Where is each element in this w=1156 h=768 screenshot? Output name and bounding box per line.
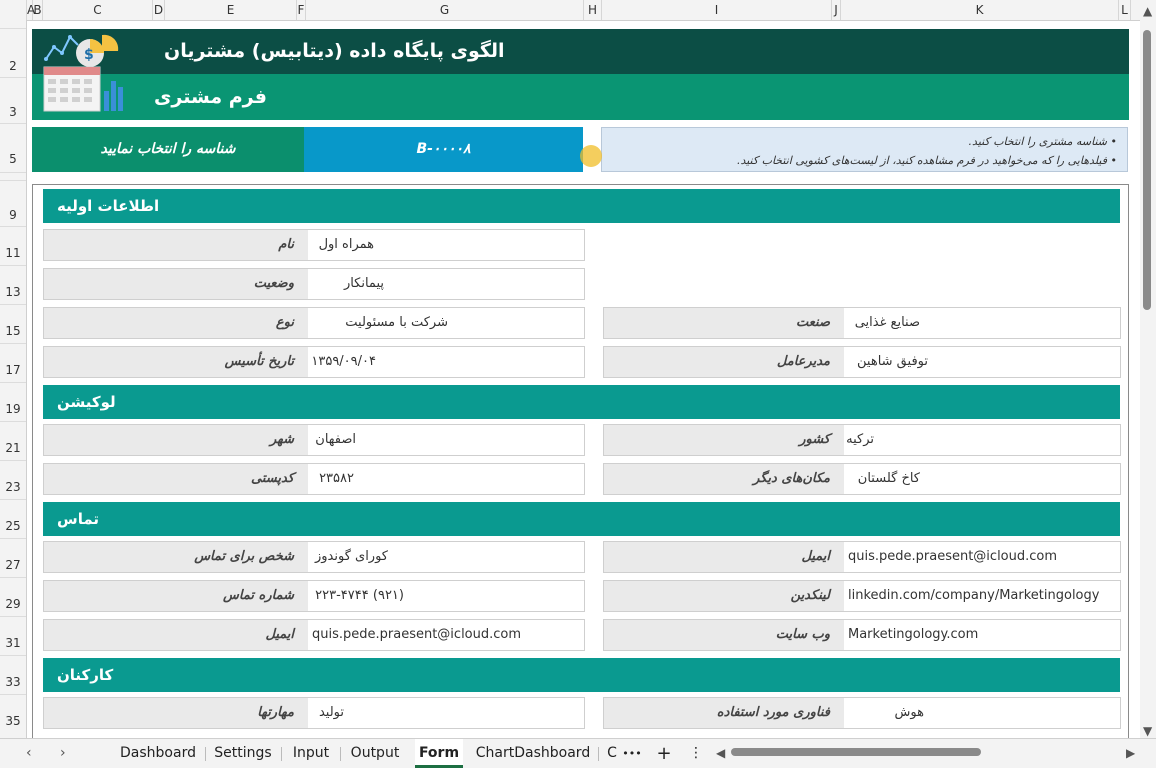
tab-settings[interactable]: Settings	[214, 745, 272, 761]
page-subtitle: فرم مشتری	[154, 86, 267, 108]
field-value[interactable]: پیمانکار	[343, 276, 384, 291]
tab-next-icon[interactable]: ›	[60, 745, 66, 761]
field-value[interactable]: (۹۲۱) ۲۲۳-۴۷۴۴	[315, 588, 404, 603]
section-title: لوکیشن	[57, 393, 116, 411]
field-label: مهارتها	[44, 698, 308, 728]
row-header[interactable]: 29	[5, 597, 21, 611]
field-value[interactable]: کورای گوندوز	[314, 549, 388, 564]
section-basic-info	[43, 189, 1120, 223]
field-label: ایمیل	[604, 542, 844, 572]
customer-id-dropdown[interactable]: B-۰۰۰۰۸	[304, 127, 583, 172]
col-header-k[interactable]: K	[841, 0, 1119, 20]
row-header[interactable]: 11	[5, 246, 21, 260]
hint-text: شناسه مشتری را انتخاب کنید.	[968, 135, 1107, 148]
page-title: الگوی پایگاه داده (دیتابیس) مشتریان	[164, 40, 505, 62]
field-label: فناوری مورد استفاده	[604, 698, 844, 728]
col-header-f[interactable]: F	[297, 0, 306, 20]
section-title: کارکنان	[57, 666, 114, 684]
row-header[interactable]: 9	[9, 208, 17, 222]
field-value[interactable]: کاخ گلستان	[857, 471, 920, 486]
hint-text: فیلدهایی را که می‌خواهید در فرم مشاهده کنید، از لیست‌های کشویی انتخاب کنید.	[736, 154, 1107, 167]
row-header[interactable]: 13	[5, 285, 21, 299]
field-value[interactable]: quis.pede.praesent@icloud.com	[312, 627, 522, 642]
field-label: ایمیل	[44, 620, 308, 650]
field-country	[603, 424, 1121, 456]
field-founded	[43, 346, 585, 378]
field-value[interactable]: هوش	[894, 705, 924, 720]
section-location	[43, 385, 1120, 419]
tab-dashboard[interactable]: Dashboard	[120, 745, 196, 761]
field-phone	[43, 580, 585, 612]
col-header-e[interactable]: E	[165, 0, 297, 20]
row-header[interactable]: 19	[5, 402, 21, 416]
col-header-j[interactable]: J	[832, 0, 841, 20]
field-value[interactable]: ترکیه	[846, 432, 874, 447]
row-header[interactable]: 2	[9, 59, 17, 73]
tab-input[interactable]: Input	[292, 745, 330, 761]
add-sheet-icon[interactable]: +	[656, 743, 672, 764]
field-value[interactable]: Marketingology.com	[848, 627, 979, 642]
field-value[interactable]: شرکت با مسئولیت	[345, 315, 448, 330]
customer-form	[32, 184, 1129, 754]
field-technology	[603, 697, 1121, 729]
field-skills	[43, 697, 585, 729]
col-header-b[interactable]: B	[33, 0, 43, 20]
field-postal	[43, 463, 585, 495]
field-label: لینکدین	[604, 581, 844, 611]
field-status	[43, 268, 585, 300]
tab-truncated[interactable]: C	[607, 745, 617, 761]
col-header-i[interactable]: I	[602, 0, 832, 20]
field-city	[43, 424, 585, 456]
field-label: وضعیت	[44, 269, 308, 299]
field-website	[603, 619, 1121, 651]
field-value[interactable]: ۲۳۵۸۲	[319, 471, 354, 486]
field-value[interactable]: صنایع غذایی	[854, 315, 920, 330]
field-label: کشور	[604, 425, 844, 455]
field-label: مکان‌های دیگر	[604, 464, 844, 494]
tab-menu-icon[interactable]: ⋮	[689, 745, 703, 761]
scroll-up-icon[interactable]: ▲	[1143, 4, 1153, 18]
field-value[interactable]: همراه اول	[318, 237, 374, 252]
field-email-left	[43, 619, 585, 651]
row-header[interactable]: 15	[5, 324, 21, 338]
sheet-tab-bar	[0, 738, 1156, 768]
instructions-box	[601, 127, 1128, 172]
tab-chartdashboard[interactable]: ChartDashboard	[475, 745, 591, 761]
field-label: نوع	[44, 308, 308, 338]
field-linkedin	[603, 580, 1121, 612]
row-header[interactable]: 35	[5, 714, 21, 728]
row-header[interactable]: 31	[5, 636, 21, 650]
row-header[interactable]: 25	[5, 519, 21, 533]
field-label: شماره تماس	[44, 581, 308, 611]
section-title: اطلاعات اولیه	[57, 197, 160, 215]
field-label: شهر	[44, 425, 308, 455]
col-header-l[interactable]: L	[1119, 0, 1131, 20]
database-logo-icon	[40, 31, 130, 119]
row-header-bar	[0, 20, 27, 738]
field-ceo	[603, 346, 1121, 378]
field-label: مدیرعامل	[604, 347, 844, 377]
field-value[interactable]: اصفهان	[315, 432, 356, 447]
hint-line: • شناسه مشتری را انتخاب کنید.	[968, 135, 1117, 148]
scroll-down-icon[interactable]: ▼	[1143, 724, 1153, 738]
select-all-corner[interactable]	[0, 0, 27, 20]
field-value[interactable]: quis.pede.praesent@icloud.com	[848, 549, 1058, 564]
tab-form[interactable]: Form	[415, 739, 463, 768]
field-label: وب سایت	[604, 620, 844, 650]
field-label: کدپستی	[44, 464, 308, 494]
field-label: شخص برای تماس	[44, 542, 308, 572]
field-label: نام	[44, 230, 308, 260]
col-header-c[interactable]: C	[43, 0, 153, 20]
horizontal-scroll-thumb[interactable]	[731, 748, 981, 756]
field-name	[43, 229, 585, 261]
hscroll-left-icon[interactable]: ◀	[716, 746, 726, 760]
field-email-right	[603, 541, 1121, 573]
more-tabs-icon[interactable]: •••	[622, 747, 642, 760]
vertical-scroll-thumb[interactable]	[1143, 30, 1151, 310]
select-id-label: شناسه را انتخاب نمایید	[32, 127, 304, 172]
hscroll-right-icon[interactable]: ▶	[1126, 746, 1136, 760]
tab-prev-icon[interactable]: ‹	[26, 745, 32, 761]
tab-output[interactable]: Output	[350, 745, 400, 761]
section-staff	[43, 658, 1120, 692]
field-other-places	[603, 463, 1121, 495]
row-header[interactable]: 17	[5, 363, 21, 377]
row-header[interactable]: 23	[5, 480, 21, 494]
section-title: تماس	[57, 510, 100, 528]
row-header[interactable]: 3	[9, 105, 17, 119]
worksheet-area[interactable]	[27, 21, 1139, 737]
col-header-a[interactable]: A	[27, 0, 33, 20]
field-value[interactable]: linkedin.com/company/Marketingology	[848, 588, 1100, 603]
row-header[interactable]: 21	[5, 441, 21, 455]
col-header-g[interactable]: G	[306, 0, 584, 20]
field-label: صنعت	[604, 308, 844, 338]
col-header-d[interactable]: D	[153, 0, 165, 20]
field-type	[43, 307, 585, 339]
svg-text:$: $	[84, 47, 94, 63]
column-header-bar	[0, 0, 1156, 21]
field-label: تاریخ تأسیس	[44, 347, 308, 377]
row-header[interactable]: 33	[5, 675, 21, 689]
hint-line: • فیلدهایی را که می‌خواهید در فرم مشاهده کنید، از لیست‌های کشویی انتخاب کنید.	[736, 154, 1117, 167]
field-contact-person	[43, 541, 585, 573]
row-header[interactable]: 27	[5, 558, 21, 572]
field-industry	[603, 307, 1121, 339]
field-value[interactable]: توفیق شاهین	[857, 354, 928, 369]
mouse-cursor-highlight	[580, 145, 602, 167]
section-contact	[43, 502, 1120, 536]
row-header[interactable]: 5	[9, 152, 17, 166]
col-header-h[interactable]: H	[584, 0, 602, 20]
field-value[interactable]: تولید	[318, 705, 344, 720]
field-value[interactable]: ۱۳۵۹/۰۹/۰۴	[311, 354, 376, 369]
